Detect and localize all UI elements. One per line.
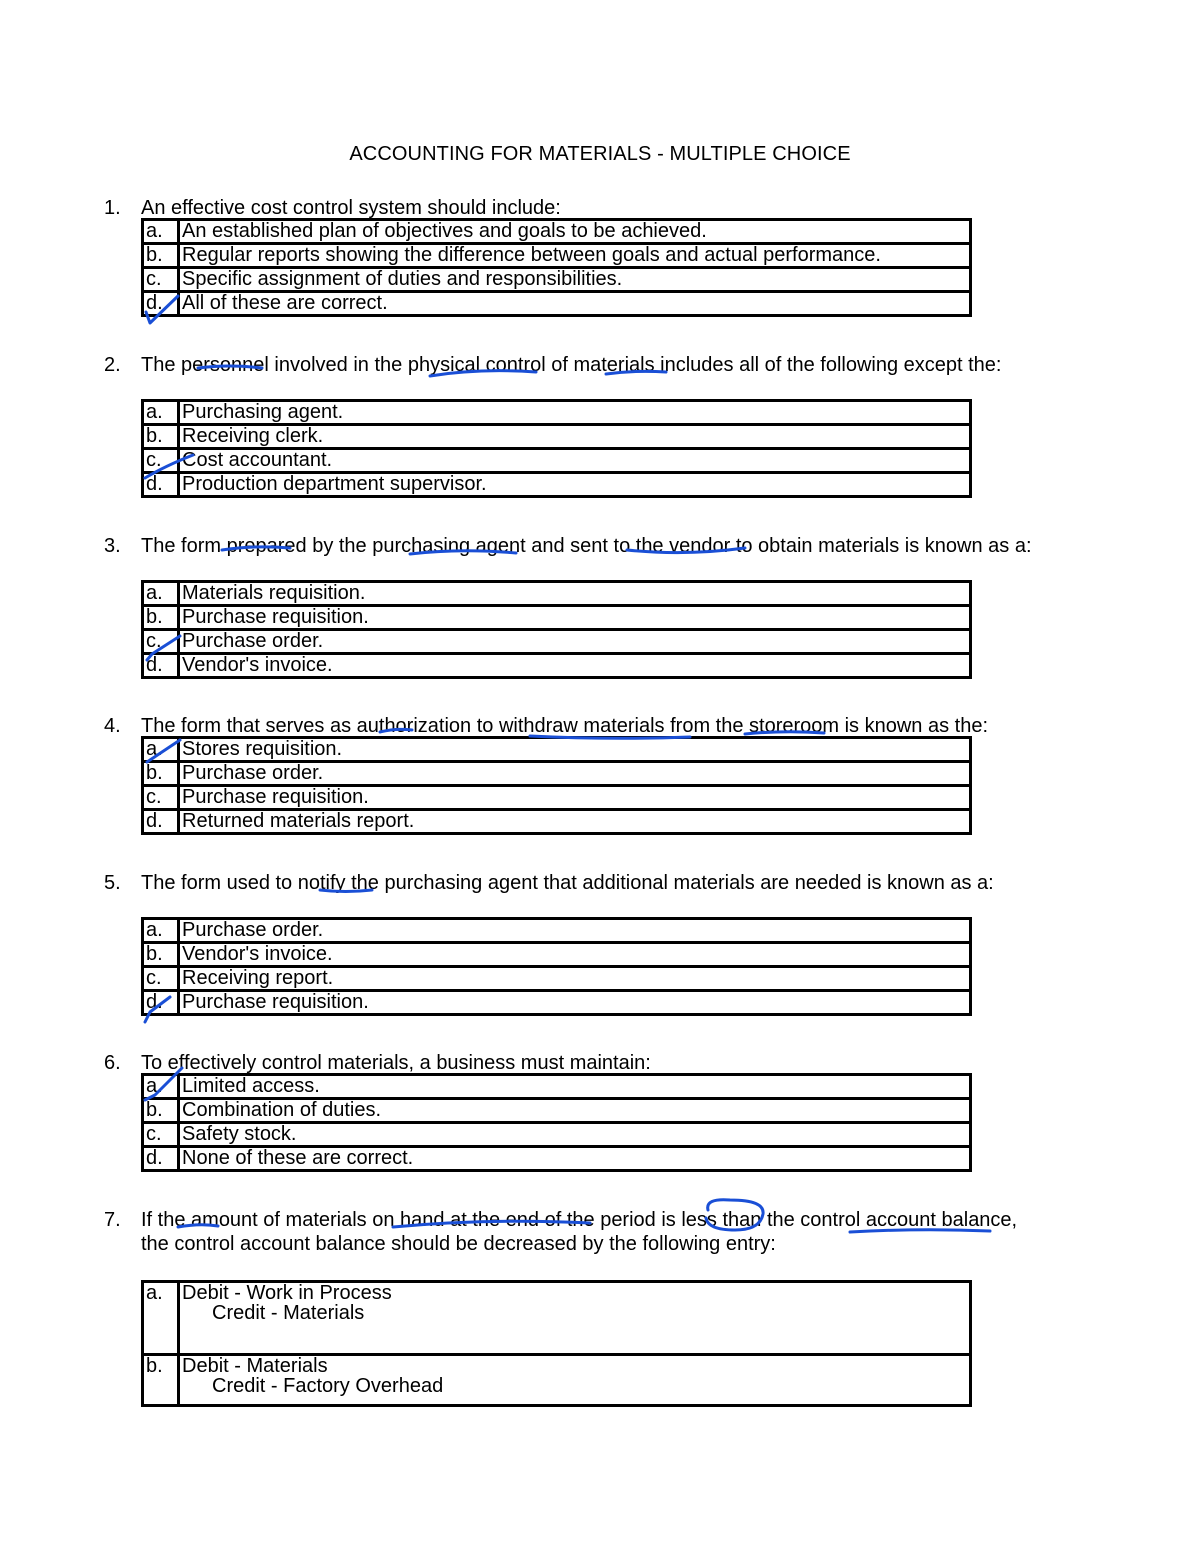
option-entry [179, 1282, 971, 1355]
option-text: Combination of duties. [179, 1099, 971, 1123]
option-text: Purchase requisition. [179, 991, 971, 1015]
option-letter: a. [143, 1075, 179, 1099]
options-table [141, 736, 972, 835]
option-text: Receiving clerk. [179, 425, 971, 449]
options-table [141, 1280, 972, 1407]
option-text: Production department supervisor. [179, 473, 971, 497]
options-table [141, 917, 972, 1016]
option-letter: d. [143, 292, 179, 316]
option-row[interactable] [143, 967, 971, 991]
question-number: 5. [104, 872, 121, 894]
option-letter: a. [143, 401, 179, 425]
option-letter: a. [143, 738, 179, 762]
option-letter: d. [143, 1147, 179, 1171]
question-number: 3. [104, 535, 121, 557]
option-letter: b. [143, 943, 179, 967]
option-letter: c. [143, 967, 179, 991]
option-letter: b. [143, 1355, 179, 1406]
option-row[interactable] [143, 919, 971, 943]
option-row[interactable] [143, 1099, 971, 1123]
option-text: Cost accountant. [179, 449, 971, 473]
option-row[interactable] [143, 473, 971, 497]
question-text: The form that serves as authorization to withdraw materials from the storeroom is known as the: [141, 715, 989, 737]
option-row[interactable] [143, 654, 971, 678]
question-text: The form used to notify the purchasing agent that additional materials are needed is known as a: [141, 872, 994, 894]
options-table [141, 399, 972, 498]
page-title: ACCOUNTING FOR MATERIALS - MULTIPLE CHOICE [349, 143, 851, 165]
option-row[interactable] [143, 292, 971, 316]
option-text: Regular reports showing the difference between goals and actual performance. [179, 244, 971, 268]
option-row[interactable] [143, 943, 971, 967]
option-row[interactable] [143, 1147, 971, 1171]
option-text: Purchase order. [179, 630, 971, 654]
option-letter: c. [143, 268, 179, 292]
option-letter: b. [143, 1099, 179, 1123]
question-text: The personnel involved in the physical control of materials includes all of the following except the: [141, 354, 1002, 376]
question-text: The form prepared by the purchasing agent and sent to the vendor to obtain materials is known as a: [141, 535, 1032, 557]
option-row[interactable] [143, 630, 971, 654]
option-row[interactable] [143, 401, 971, 425]
option-letter: b. [143, 425, 179, 449]
entry-debit: Debit - Work in Process [182, 1282, 392, 1304]
entry-credit: Credit - Materials [212, 1302, 365, 1324]
option-row[interactable] [143, 582, 971, 606]
option-text: Safety stock. [179, 1123, 971, 1147]
option-text: None of these are correct. [179, 1147, 971, 1171]
option-text: Specific assignment of duties and responsibilities. [179, 268, 971, 292]
option-letter: d. [143, 654, 179, 678]
option-row[interactable] [143, 268, 971, 292]
option-row[interactable] [143, 762, 971, 786]
option-letter: c. [143, 630, 179, 654]
option-row[interactable] [143, 1355, 971, 1406]
option-letter: a. [143, 220, 179, 244]
option-text: Purchase requisition. [179, 786, 971, 810]
option-letter: c. [143, 786, 179, 810]
option-text: Returned materials report. [179, 810, 971, 834]
option-letter: c. [143, 449, 179, 473]
option-row[interactable] [143, 991, 971, 1015]
entry-debit: Debit - Materials [182, 1355, 328, 1377]
option-letter: a. [143, 1282, 179, 1355]
question-text: An effective cost control system should include: [141, 197, 561, 219]
option-row[interactable] [143, 425, 971, 449]
option-row[interactable] [143, 220, 971, 244]
question-number: 1. [104, 197, 121, 219]
option-row[interactable] [143, 786, 971, 810]
question-number: 2. [104, 354, 121, 376]
option-text: Receiving report. [179, 967, 971, 991]
option-letter: d. [143, 810, 179, 834]
option-text: Purchase requisition. [179, 606, 971, 630]
option-text: Purchasing agent. [179, 401, 971, 425]
option-letter: d. [143, 473, 179, 497]
option-text: Vendor's invoice. [179, 654, 971, 678]
question-text: If the amount of materials on hand at the end of the period is less than the control account balance, the control account balance should be decreased by the following entry: [141, 1209, 1018, 1255]
option-text: Purchase order. [179, 919, 971, 943]
entry-credit: Credit - Factory Overhead [212, 1375, 444, 1397]
question-number: 6. [104, 1052, 121, 1074]
options-table [141, 218, 972, 317]
option-row[interactable] [143, 1123, 971, 1147]
option-row[interactable] [143, 1282, 971, 1355]
option-entry [179, 1355, 971, 1406]
option-text: Stores requisition. [179, 738, 971, 762]
option-row[interactable] [143, 810, 971, 834]
option-letter: c. [143, 1123, 179, 1147]
option-letter: b. [143, 606, 179, 630]
option-letter: b. [143, 244, 179, 268]
option-text: Purchase order. [179, 762, 971, 786]
option-text: An established plan of objectives and goals to be achieved. [179, 220, 971, 244]
option-text: All of these are correct. [179, 292, 971, 316]
option-row[interactable] [143, 449, 971, 473]
options-table [141, 580, 972, 679]
options-table [141, 1073, 972, 1172]
question-text: To effectively control materials, a business must maintain: [141, 1052, 651, 1074]
option-row[interactable] [143, 1075, 971, 1099]
option-row[interactable] [143, 738, 971, 762]
question-number: 4. [104, 715, 121, 737]
option-row[interactable] [143, 244, 971, 268]
option-text: Materials requisition. [179, 582, 971, 606]
option-row[interactable] [143, 606, 971, 630]
option-text: Limited access. [179, 1075, 971, 1099]
option-text: Vendor's invoice. [179, 943, 971, 967]
option-letter: d. [143, 991, 179, 1015]
option-letter: a. [143, 582, 179, 606]
option-letter: b. [143, 762, 179, 786]
question-number: 7. [104, 1209, 121, 1231]
option-letter: a. [143, 919, 179, 943]
